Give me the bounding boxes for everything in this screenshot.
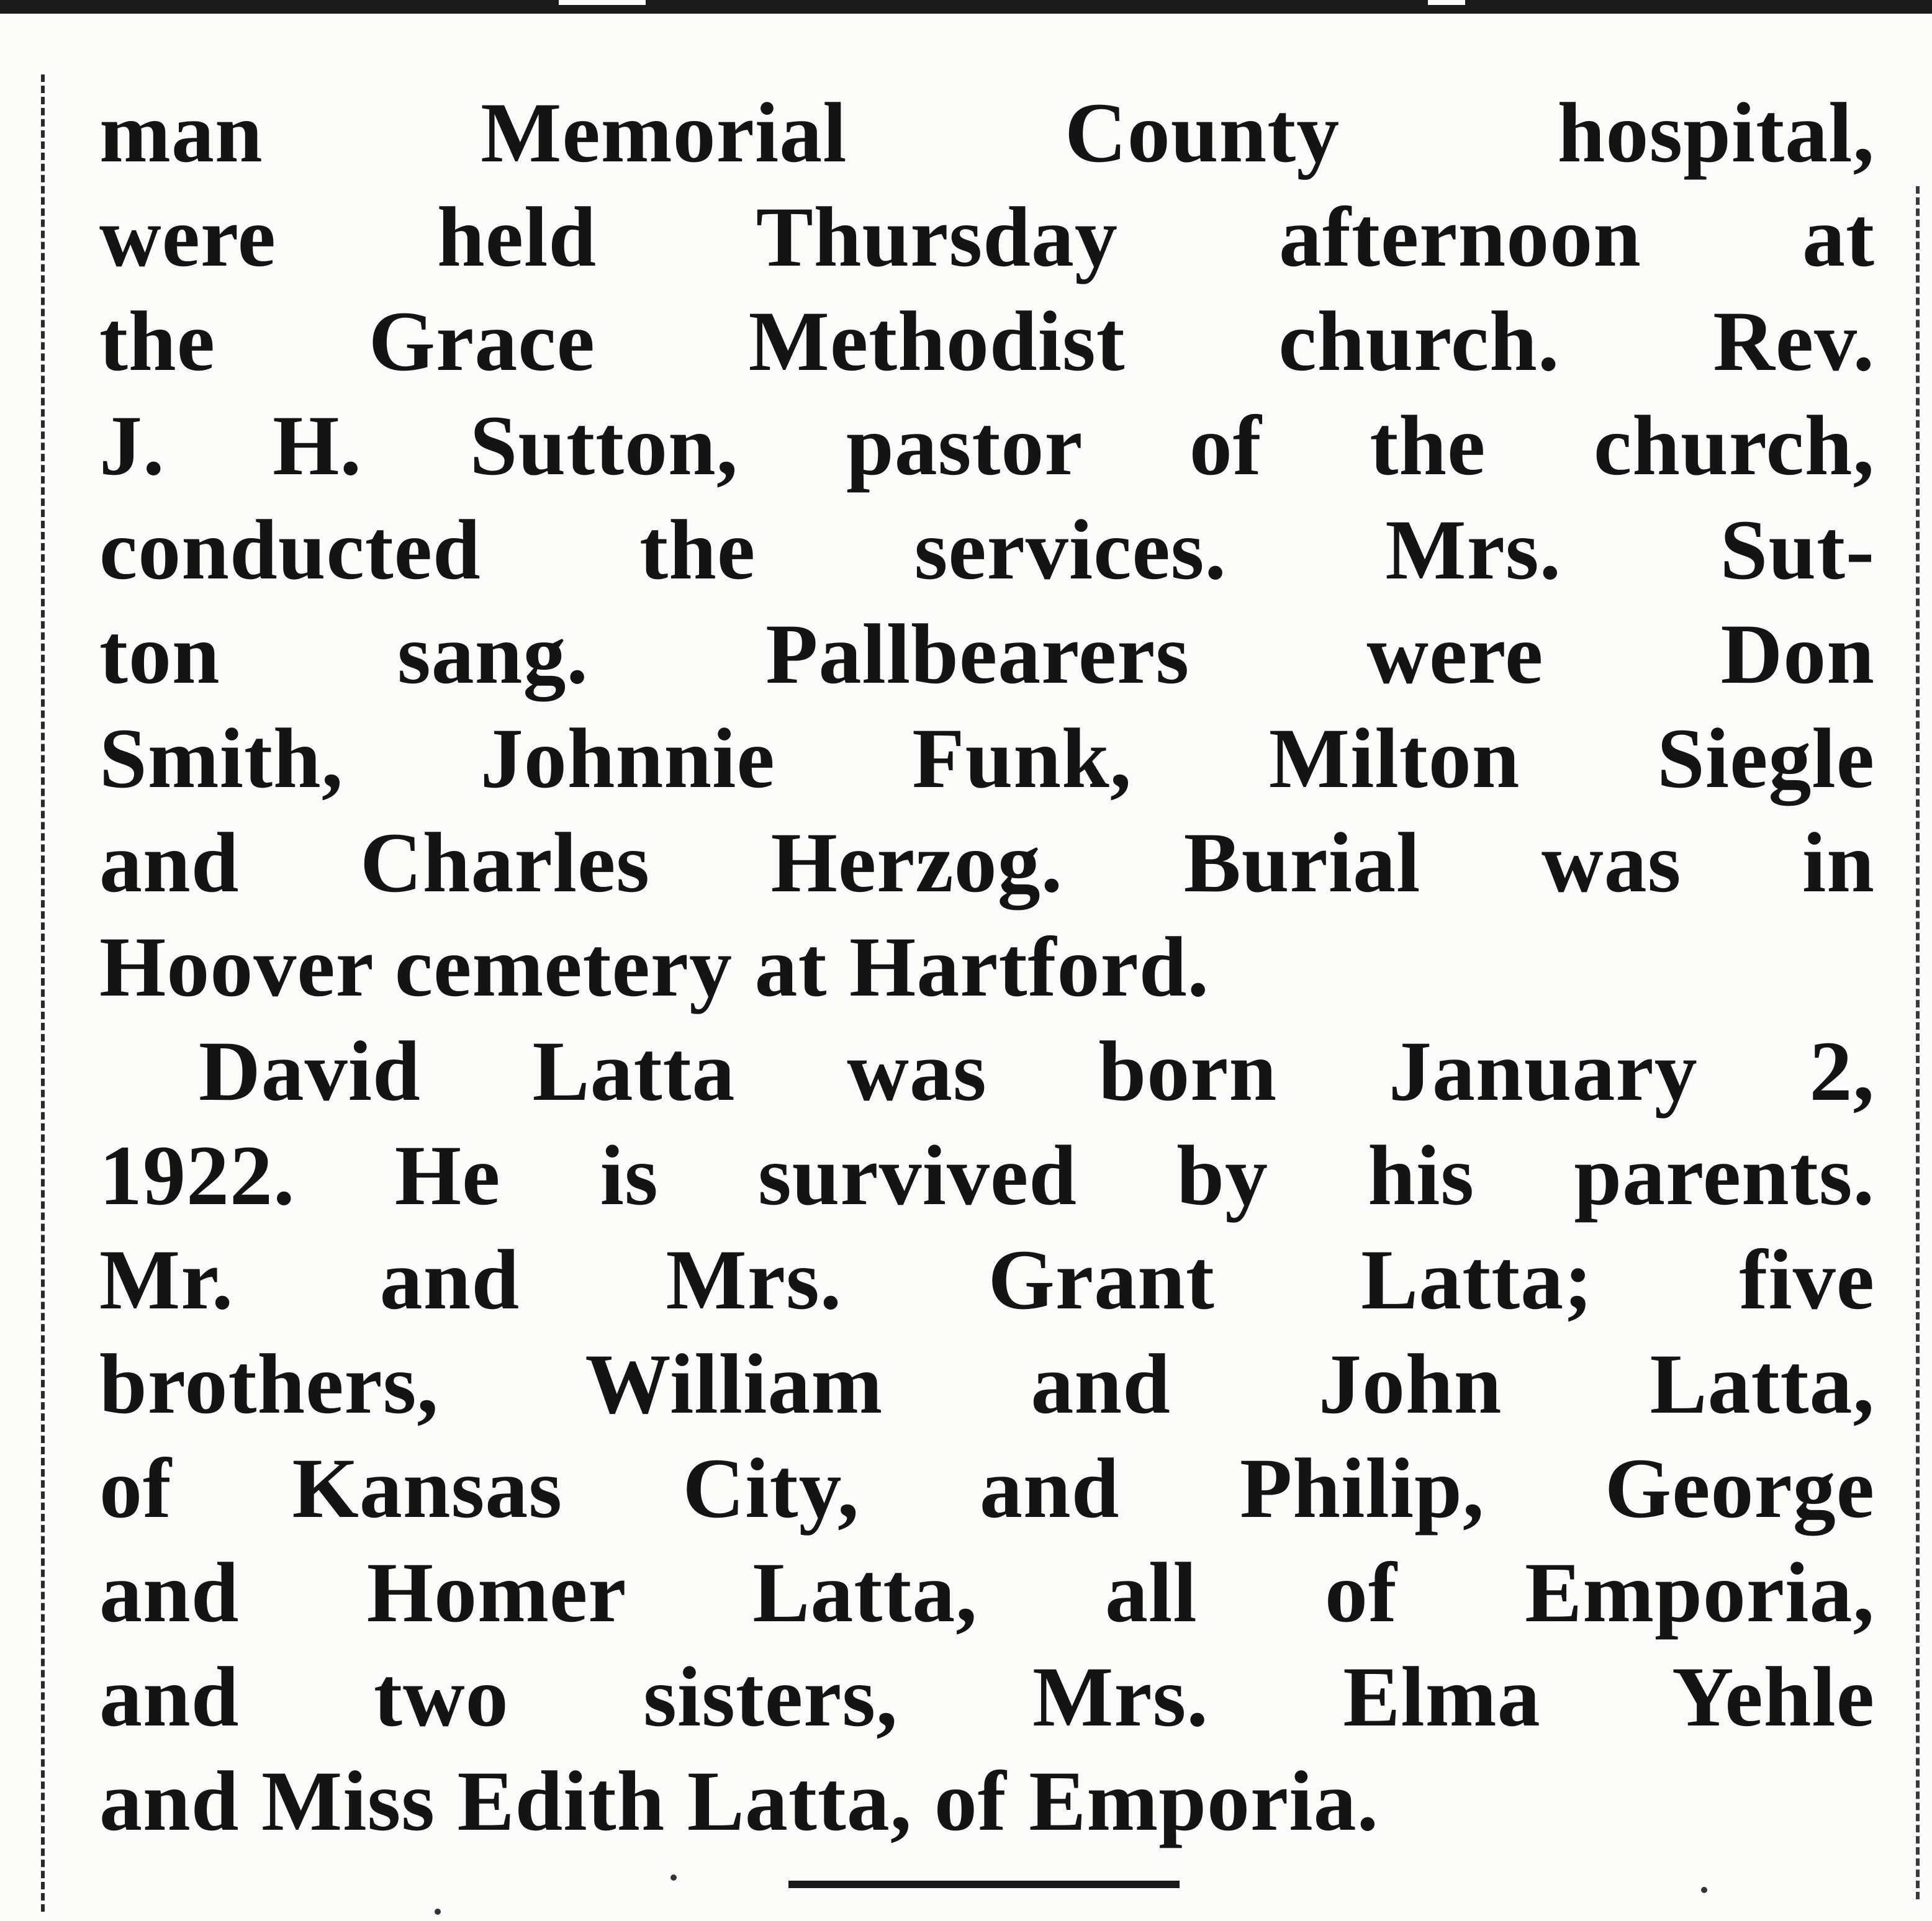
text-line: and Homer Latta, all of Emporia, — [99, 1545, 1875, 1640]
text-line: brothers, William and John Latta, — [99, 1336, 1875, 1431]
column-rule-right — [1916, 186, 1923, 1899]
end-rule — [788, 1881, 1180, 1888]
top-rule-gap — [559, 0, 646, 5]
text-line: Mr. and Mrs. Grant Latta; five — [99, 1232, 1875, 1327]
text-line: the Grace Methodist church. Rev. — [99, 294, 1875, 389]
text-line: and Charles Herzog. Burial was in — [99, 815, 1875, 910]
text-line: and two sisters, Mrs. Elma Yehle — [99, 1649, 1875, 1744]
ink-speck — [435, 1909, 441, 1915]
text-line: David Latta was born January 2, — [199, 1023, 1875, 1118]
text-line: man Memorial County hospital, — [99, 85, 1875, 180]
top-rule-gap — [1428, 0, 1465, 5]
text-line: conducted the services. Mrs. Sut- — [99, 502, 1875, 597]
text-line: Smith, Johnnie Funk, Milton Siegle — [99, 711, 1875, 806]
text-line: Hoover cemetery at Hartford. — [99, 919, 1209, 1014]
top-rule — [0, 0, 1932, 14]
ink-speck — [1701, 1887, 1707, 1893]
column-rule-left — [41, 74, 48, 1912]
text-line: J. H. Sutton, pastor of the church, — [99, 398, 1875, 493]
text-line: 1922. He is survived by his parents. — [99, 1128, 1875, 1223]
text-line: and Miss Edith Latta, of Emporia. — [99, 1753, 1379, 1848]
text-line: were held Thursday afternoon at — [99, 189, 1875, 284]
ink-speck — [670, 1874, 677, 1881]
text-line: of Kansas City, and Philip, George — [99, 1441, 1875, 1536]
article-text — [99, 81, 1875, 1853]
text-line: ton sang. Pallbearers were Don — [99, 606, 1875, 701]
